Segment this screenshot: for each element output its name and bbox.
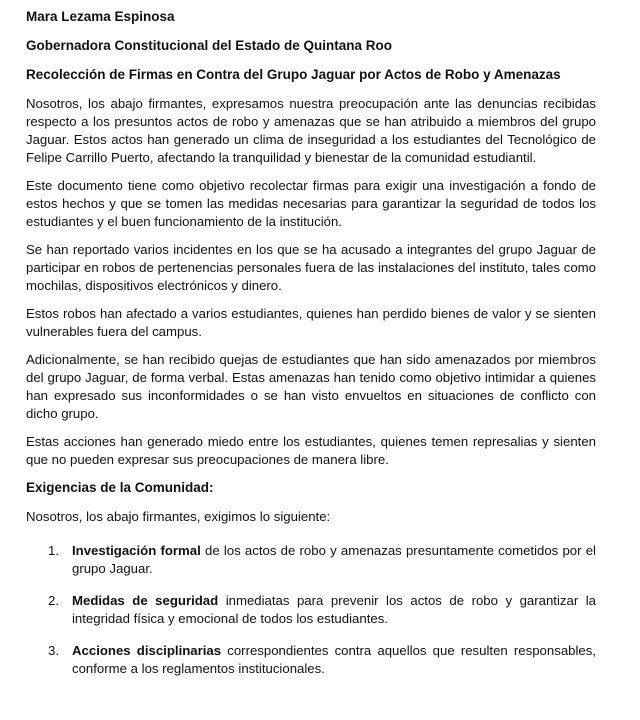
demands-list [26, 542, 596, 678]
demand-strong: Acciones disciplinarias [72, 643, 222, 658]
recipient-position: Gobernadora Constitucional del Estado de Quintana Roo [26, 38, 393, 53]
demand-detail: correspondientes contra aquellos que resulten responsables, conforme a los reglamentos institucionales. [72, 643, 597, 676]
demand-strong: Medidas de seguridad [72, 593, 219, 608]
demand-text [72, 642, 596, 678]
body-paragraph: Adicionalmente, se han recibido quejas de estudiantes que han sido amenazados por miembros del grupo Jaguar, de forma verbal. Estas amenazas han tenido como objetivo intimidar a quienes han expresado sus inconformidades o se han visto envueltos en situaciones de conflicto con dicho grupo. [26, 352, 596, 421]
body-paragraph: Este documento tiene como objetivo recolectar firmas para exigir una investigación a fondo de estos hechos y que se tomen las medidas necesarias para garantizar la seguridad de todos los estudiantes y el buen funcionamiento de la institución. [26, 178, 596, 229]
demand-detail: inmediatas para prevenir los actos de robo y garantizar la integridad física y emocional de todos los estudiantes. [72, 593, 596, 626]
body-paragraph: Se han reportado varios incidentes en los que se ha acusado a integrantes del grupo Jaguar de participar en robos de pertenencias personales fuera de las instalaciones del instituto, tales como mochilas, dispositivos electrónicos y dinero. [26, 242, 596, 293]
demand-item [26, 592, 596, 628]
demand-strong: Investigación formal [72, 543, 201, 558]
demand-text [72, 592, 596, 628]
body-paragraph: Estas acciones han generado miedo entre los estudiantes, quienes temen represalias y sienten que no pueden expresar sus preocupaciones de manera libre. [26, 434, 596, 467]
demand-number: 1. [48, 543, 59, 558]
demand-number: 3. [48, 643, 59, 658]
body-paragraph: Nosotros, los abajo firmantes, expresamos nuestra preocupación ante las denuncias recibidas respecto a los presuntos actos de robo y amenazas que se han atribuido a miembros del grupo Jaguar. Estos actos han generado un clima de inseguridad a los estudiantes del Tecnológico de Felipe Carrillo Puerto, afectando la tranquilidad y bienestar de la comunidad estudiantil. [26, 96, 596, 165]
demands-title: Exigencias de la Comunidad: [26, 480, 214, 495]
demand-item [26, 542, 596, 578]
demand-text [72, 542, 596, 578]
body-paragraph: Estos robos han afectado a varios estudiantes, quienes han perdido bienes de valor y se sienten vulnerables fuera del campus. [26, 306, 596, 339]
document-subject: Recolección de Firmas en Contra del Grupo Jaguar por Actos de Robo y Amenazas [26, 67, 561, 82]
demand-number: 2. [48, 593, 59, 608]
demands-intro: Nosotros, los abajo firmantes, exigimos lo siguiente: [26, 509, 331, 524]
demand-detail: de los actos de robo y amenazas presuntamente cometidos por el grupo Jaguar. [72, 543, 596, 576]
recipient-name: Mara Lezama Espinosa [26, 9, 175, 24]
demand-item [26, 642, 596, 678]
